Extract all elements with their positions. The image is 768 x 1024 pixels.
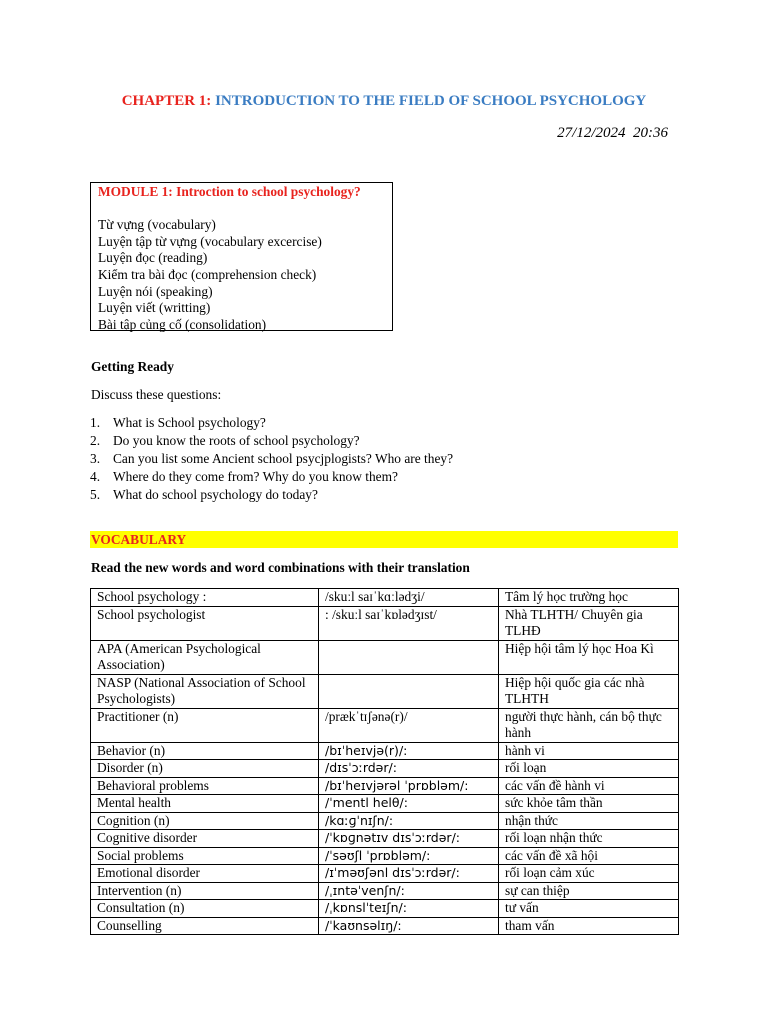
vocabulary-row bbox=[91, 760, 679, 778]
vocab-ipa: /dɪsˈɔːrdər/: bbox=[319, 760, 499, 778]
vocab-ipa: /ˈkɒɡnətɪv dɪsˈɔːrdər/: bbox=[319, 830, 499, 848]
vocab-term: Cognitive disorder bbox=[91, 830, 319, 848]
question-text: Where do they come from? Why do you know them? bbox=[113, 469, 398, 484]
vocabulary-row bbox=[91, 865, 679, 883]
module-box bbox=[90, 182, 393, 331]
vocab-term: School psychology : bbox=[91, 589, 319, 607]
vocab-meaning: các vấn đề xã hội bbox=[499, 847, 679, 865]
question-text: Can you list some Ancient school psycjplogists? Who are they? bbox=[113, 451, 454, 466]
question-item bbox=[90, 414, 453, 432]
vocab-ipa: /skuːl saɪˈkɑːlədʒi/ bbox=[319, 589, 499, 607]
vocabulary-row bbox=[91, 812, 679, 830]
vocabulary-row bbox=[91, 795, 679, 813]
question-text: What is School psychology? bbox=[113, 415, 266, 430]
getting-ready-heading: Getting Ready bbox=[91, 359, 174, 374]
module-item-speaking: Luyện nói (speaking) bbox=[98, 283, 213, 299]
vocabulary-instruction: Read the new words and word combinations with their translation bbox=[91, 560, 470, 575]
vocab-term: Practitioner (n) bbox=[91, 708, 319, 742]
vocab-ipa: /ɪˈməʊʃənl dɪsˈɔːrdər/: bbox=[319, 865, 499, 883]
vocab-term: Cognition (n) bbox=[91, 812, 319, 830]
question-text: Do you know the roots of school psychology? bbox=[113, 433, 360, 448]
vocab-ipa: /prækˈtɪʃənə(r)/ bbox=[319, 708, 499, 742]
vocab-ipa: /bɪˈheɪvjərəl ˈprɒbləm/: bbox=[319, 777, 499, 795]
module-item-writing: Luyện viết (writting) bbox=[98, 300, 211, 316]
vocab-term: Social problems bbox=[91, 847, 319, 865]
discuss-instruction: Discuss these questions: bbox=[91, 387, 222, 402]
vocab-meaning: rối loạn nhận thức bbox=[499, 830, 679, 848]
vocabulary-row bbox=[91, 882, 679, 900]
question-item bbox=[90, 450, 453, 468]
vocabulary-row bbox=[91, 777, 679, 795]
question-item bbox=[90, 486, 453, 504]
module-item-comprehension: Kiểm tra bài đọc (comprehension check) bbox=[98, 266, 317, 282]
vocab-meaning: Tâm lý học trường học bbox=[499, 589, 679, 607]
vocabulary-row bbox=[91, 589, 679, 607]
vocabulary-row bbox=[91, 640, 679, 674]
vocabulary-row bbox=[91, 900, 679, 918]
vocab-meaning: tư vấn bbox=[499, 900, 679, 918]
module-item-reading: Luyện đọc (reading) bbox=[98, 250, 208, 266]
question-number: 4. bbox=[90, 469, 101, 484]
vocab-meaning: hành vi bbox=[499, 742, 679, 760]
vocab-meaning: Hiệp hội tâm lý học Hoa Kì bbox=[499, 640, 679, 674]
question-text: What do school psychology do today? bbox=[113, 487, 318, 502]
vocab-meaning: các vấn đề hành vi bbox=[499, 777, 679, 795]
vocabulary-row bbox=[91, 708, 679, 742]
date-time: 27/12/2024 20:36 bbox=[557, 125, 668, 141]
vocab-term: Counselling bbox=[91, 917, 319, 935]
vocab-meaning: rối loạn bbox=[499, 760, 679, 778]
vocab-term: NASP (National Association of School Psychologists) bbox=[91, 674, 319, 708]
vocab-ipa: /kɑːɡˈnɪʃn/: bbox=[319, 812, 499, 830]
vocabulary-row bbox=[91, 674, 679, 708]
vocab-ipa: /ˌkɒnslˈteɪʃn/: bbox=[319, 900, 499, 918]
chapter-label: CHAPTER 1: bbox=[121, 93, 212, 109]
vocab-term: Intervention (n) bbox=[91, 882, 319, 900]
vocab-ipa: /ˈkaʊnsəlɪŋ/: bbox=[319, 917, 499, 935]
vocabulary-table-body bbox=[91, 589, 679, 935]
vocab-ipa: /ˈsəʊʃl ˈprɒbləm/: bbox=[319, 847, 499, 865]
vocab-ipa: /ˌɪntəˈvenʃn/: bbox=[319, 882, 499, 900]
vocab-term: Disorder (n) bbox=[91, 760, 319, 778]
chapter-title bbox=[0, 93, 768, 110]
vocab-term: School psychologist bbox=[91, 606, 319, 640]
vocabulary-row bbox=[91, 606, 679, 640]
vocab-term: Mental health bbox=[91, 795, 319, 813]
vocab-meaning: người thực hành, cán bộ thực hành bbox=[499, 708, 679, 742]
chapter-topic: INTRODUCTION TO THE FIELD OF SCHOOL PSYCHOLOGY bbox=[215, 93, 647, 109]
module-item-vocabulary-exercise: Luyện tập từ vựng (vocabulary excercise) bbox=[98, 233, 322, 249]
vocab-meaning: nhận thức bbox=[499, 812, 679, 830]
module-item-vocabulary: Từ vựng (vocabulary) bbox=[98, 217, 216, 233]
vocab-meaning: sức khỏe tâm thần bbox=[499, 795, 679, 813]
question-number: 5. bbox=[90, 487, 101, 502]
question-item bbox=[90, 432, 453, 450]
vocabulary-row bbox=[91, 742, 679, 760]
vocab-meaning: tham vấn bbox=[499, 917, 679, 935]
question-number: 2. bbox=[90, 433, 101, 448]
vocab-term: Consultation (n) bbox=[91, 900, 319, 918]
vocab-term: Behavior (n) bbox=[91, 742, 319, 760]
vocab-meaning: sự can thiệp bbox=[499, 882, 679, 900]
vocab-ipa: : /skuːl saɪˈkɒlədʒɪst/ bbox=[319, 606, 499, 640]
question-list bbox=[90, 414, 453, 504]
module-title: MODULE 1: Introction to school psychology? bbox=[98, 184, 361, 199]
vocab-meaning: Hiệp hội quốc gia các nhà TLHTH bbox=[499, 674, 679, 708]
vocab-ipa: /ˈmentl helθ/: bbox=[319, 795, 499, 813]
module-item-consolidation: Bài tập củng cố (consolidation) bbox=[98, 316, 267, 332]
question-number: 3. bbox=[90, 451, 101, 466]
vocabulary-row bbox=[91, 847, 679, 865]
vocab-meaning: rối loạn cảm xúc bbox=[499, 865, 679, 883]
vocabulary-table bbox=[90, 588, 679, 935]
vocab-term: Emotional disorder bbox=[91, 865, 319, 883]
vocab-term: Behavioral problems bbox=[91, 777, 319, 795]
vocab-ipa bbox=[319, 640, 499, 674]
vocab-ipa: /bɪˈheɪvjə(r)/: bbox=[319, 742, 499, 760]
vocab-term: APA (American Psychological Association) bbox=[91, 640, 319, 674]
vocab-meaning: Nhà TLHTH/ Chuyên gia TLHĐ bbox=[499, 606, 679, 640]
question-number: 1. bbox=[90, 415, 101, 430]
vocabulary-heading: VOCABULARY bbox=[90, 531, 678, 548]
vocabulary-row bbox=[91, 830, 679, 848]
vocab-ipa bbox=[319, 674, 499, 708]
question-item bbox=[90, 468, 453, 486]
module-spacer bbox=[98, 201, 385, 218]
vocabulary-row bbox=[91, 917, 679, 935]
